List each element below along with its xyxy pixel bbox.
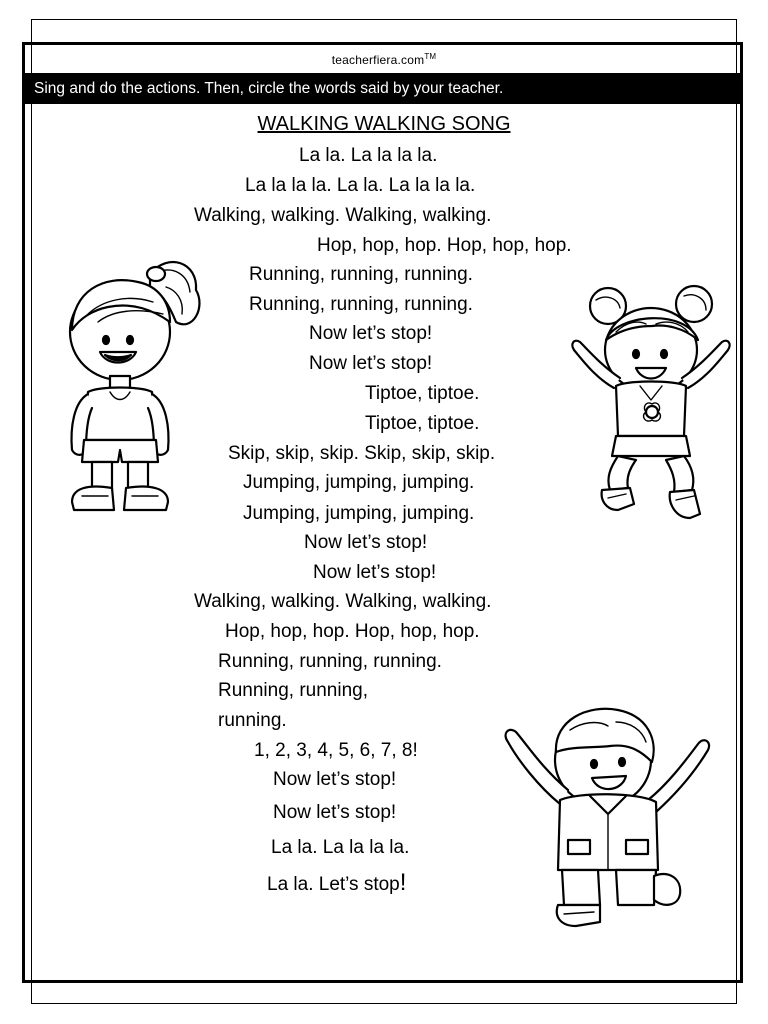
- lyric-line: Now let’s stop!: [313, 562, 437, 583]
- lyric-line: Jumping, jumping, jumping.: [243, 472, 475, 493]
- lyric-line: Tiptoe, tiptoe.: [365, 383, 480, 404]
- song-title: WALKING WALKING SONG: [257, 113, 511, 135]
- lyric-line: Running, running,: [218, 680, 368, 701]
- lyric-line: Tiptoe, tiptoe.: [365, 413, 480, 434]
- lyric-final-bang: !: [399, 869, 407, 896]
- lyric-line: La la. La la la la.: [299, 145, 438, 166]
- lyric-line: Hop, hop, hop. Hop, hop, hop.: [225, 621, 480, 642]
- lyric-line: Now let’s stop!: [304, 532, 428, 553]
- jumping-boy-illustration: [498, 700, 723, 935]
- lyric-line: La la la la. La la. La la la la.: [245, 175, 476, 196]
- lyric-line: Running, running, running.: [249, 264, 473, 285]
- lyric-line: Now let’s stop!: [273, 769, 397, 790]
- lyric-line: [267, 869, 407, 896]
- lyric-line: Now let’s stop!: [309, 323, 433, 344]
- trademark-mark: TM: [424, 52, 437, 61]
- lyric-line: Running, running, running.: [218, 651, 442, 672]
- standing-girl-illustration: [58, 252, 208, 527]
- instruction-text: Sing and do the actions. Then, circle the words said by your teacher.: [34, 80, 504, 97]
- site-credit: [0, 52, 768, 67]
- site-name: teacherfiera.com: [331, 53, 425, 67]
- lyric-line: Skip, skip, skip. Skip, skip, skip.: [228, 443, 496, 464]
- lyric-line: Now let’s stop!: [273, 802, 397, 823]
- lyric-line: Hop, hop, hop. Hop, hop, hop.: [317, 235, 572, 256]
- lyric-line: running.: [218, 710, 287, 731]
- lyric-line: Walking, walking. Walking, walking.: [194, 205, 492, 226]
- instruction-bar: [25, 73, 740, 104]
- lyric-line: La la. La la la la.: [271, 837, 410, 858]
- lyric-final-text: La la. Let’s stop: [267, 874, 400, 895]
- lyric-line: Running, running, running.: [249, 294, 473, 315]
- jumping-girl-illustration: [566, 278, 736, 528]
- lyric-line: Jumping, jumping, jumping.: [243, 503, 475, 524]
- lyric-line: Now let’s stop!: [309, 353, 433, 374]
- lyric-line: 1, 2, 3, 4, 5, 6, 7, 8!: [254, 740, 418, 761]
- lyric-line: Walking, walking. Walking, walking.: [194, 591, 492, 612]
